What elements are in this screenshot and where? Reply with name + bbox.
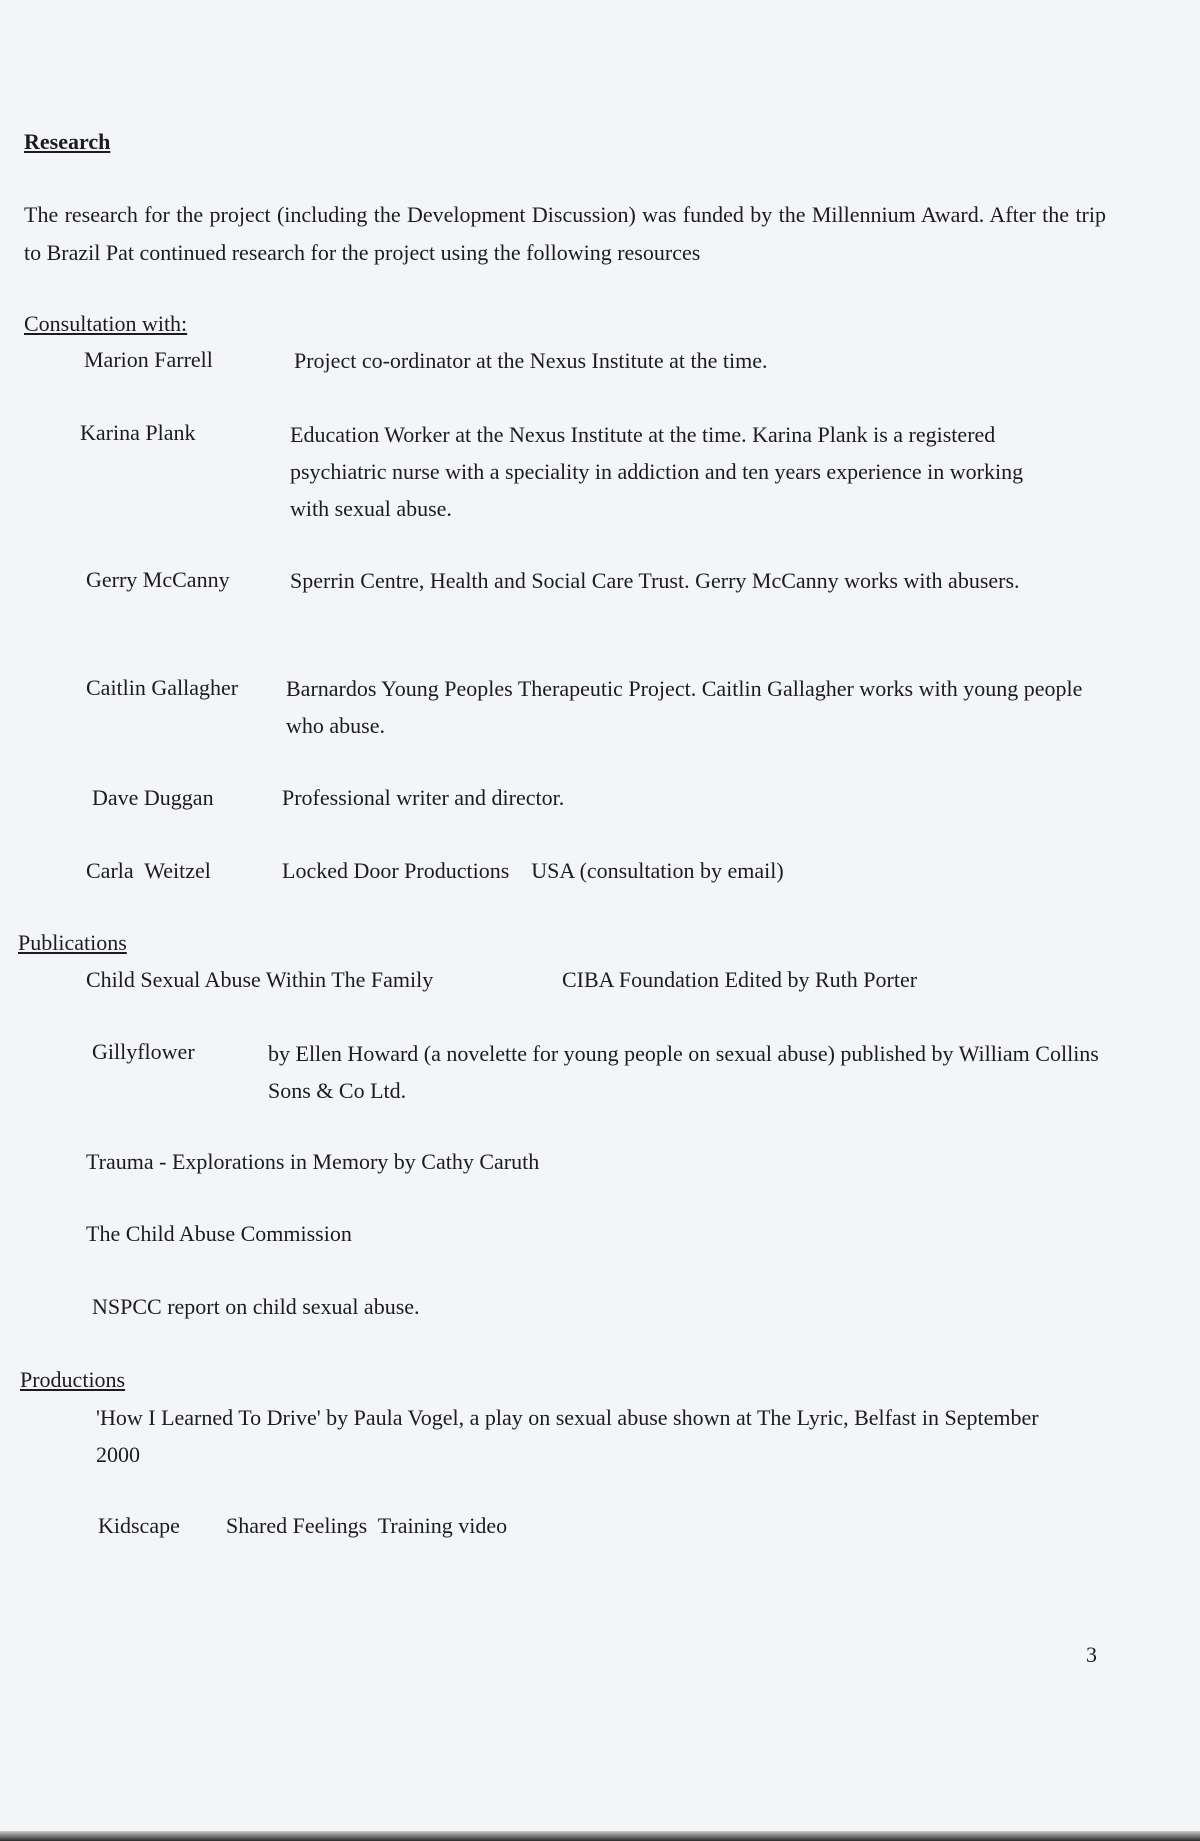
consultant-name: Carla Weitzel <box>86 858 211 883</box>
section-heading-consultation: Consultation with: <box>24 311 188 336</box>
consultant-name: Dave Duggan <box>92 785 214 810</box>
research-intro: The research for the project (including the Development Discussion) was funded by the Millennium Award. After the trip to Brazil Pat continued research for the project using the following resources <box>24 202 1106 265</box>
section-heading-productions: Productions <box>20 1367 126 1392</box>
publication-detail: by Ellen Howard (a novelette for young people on sexual abuse) published by William Collins Sons & Co Ltd. <box>268 1041 1099 1103</box>
production-entry: 'How I Learned To Drive' by Paula Vogel, a play on sexual abuse shown at The Lyric, Belfast in September 2000 <box>96 1405 1039 1467</box>
publication-title: NSPCC report on child sexual abuse. <box>92 1294 420 1319</box>
publication-detail: CIBA Foundation Edited by Ruth Porter <box>562 967 918 992</box>
consultant-name: Karina Plank <box>80 420 196 445</box>
consultant-name: Marion Farrell <box>84 347 213 372</box>
consultant-desc: Professional writer and director. <box>282 785 565 810</box>
publication-title: The Child Abuse Commission <box>86 1221 352 1246</box>
production-detail: Shared Feelings Training video <box>226 1513 508 1538</box>
production-name: Kidscape <box>98 1513 180 1538</box>
publication-title: Gillyflower <box>92 1039 195 1064</box>
consultant-desc: Barnardos Young Peoples Therapeutic Project. Caitlin Gallagher works with young people who abuse. <box>286 676 1083 738</box>
publication-title: Trauma - Explorations in Memory by Cathy Caruth <box>86 1149 540 1174</box>
section-heading-publications: Publications <box>18 930 127 955</box>
consultant-desc: Sperrin Centre, Health and Social Care Trust. Gerry McCanny works with abusers. <box>290 568 1020 593</box>
scan-edge <box>0 1831 1200 1841</box>
section-heading-research: Research <box>24 129 111 154</box>
consultant-desc: Project co-ordinator at the Nexus Institute at the time. <box>294 348 768 373</box>
consultant-name: Caitlin Gallagher <box>86 675 239 700</box>
consultant-name: Gerry McCanny <box>86 567 230 592</box>
page-number: 3 <box>1086 1642 1097 1667</box>
publication-title: Child Sexual Abuse Within The Family <box>86 967 434 992</box>
consultant-desc: Education Worker at the Nexus Institute at the time. Karina Plank is a registered psychiatric nurse with a speciality in addiction and ten years experience in working with sexual abuse. <box>290 422 1024 521</box>
consultant-desc: Locked Door Productions USA (consultation by email) <box>282 858 784 883</box>
